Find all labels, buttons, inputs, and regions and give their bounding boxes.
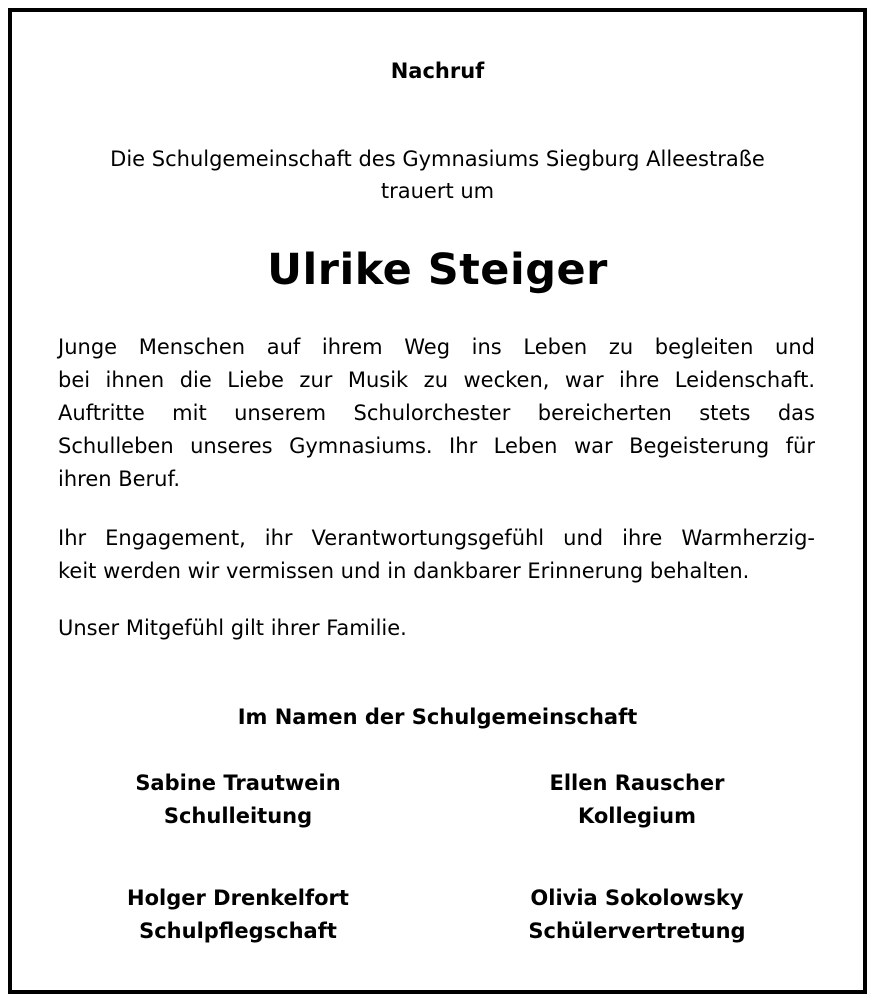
signatory-role: Kollegium — [577, 804, 697, 828]
signatory-name: Ellen Rauscher — [549, 771, 725, 795]
intro-line: trauert um — [380, 179, 495, 203]
paragraph-line: Schulleben unseres Gymnasiums. Ihr Leben war Begeisterung für — [58, 434, 815, 458]
signatory — [477, 767, 797, 833]
signatory-role: Schulleitung — [163, 804, 313, 828]
signatory — [477, 882, 797, 948]
obituary-heading: Nachruf — [390, 59, 485, 83]
signatory-name: Olivia Sokolowsky — [530, 886, 744, 910]
intro-line: Die Schulgemeinschaft des Gymnasiums Siegburg Alleestraße — [110, 147, 765, 171]
paragraph-line: ihren Beruf. — [58, 467, 181, 491]
condolence-paragraph — [58, 612, 815, 645]
signatory-name: Holger Drenkelfort — [127, 886, 349, 910]
engagement-paragraph — [58, 522, 815, 588]
signatory-name: Sabine Trautwein — [135, 771, 341, 795]
paragraph-line: bei ihnen die Liebe zur Musik zu wecken, war ihre Leidenschaft. — [58, 368, 815, 392]
paragraph-line: keit werden wir vermissen und in dankbarer Erinnerung behalten. — [58, 559, 750, 583]
tribute-paragraph — [58, 331, 815, 496]
paragraph-line: Unser Mitgefühl gilt ihrer Familie. — [58, 616, 407, 640]
paragraph-line: Junge Menschen auf ihrem Weg ins Leben zu begleiten und — [58, 335, 815, 359]
paragraph-line: Auftritte mit unserem Schulorchester bereicherten stets das — [58, 401, 815, 425]
signatory-role: Schulpflegschaft — [139, 919, 337, 943]
intro-text — [0, 143, 875, 207]
signatory — [78, 767, 398, 833]
deceased-name: Ulrike Steiger — [267, 245, 608, 295]
on-behalf-line: Im Namen der Schulgemeinschaft — [237, 705, 638, 729]
signatory — [78, 882, 398, 948]
signatory-role: Schülervertretung — [528, 919, 746, 943]
paragraph-line: Ihr Engagement, ihr Verantwortungsgefühl und ihre Warmherzig- — [58, 526, 815, 550]
